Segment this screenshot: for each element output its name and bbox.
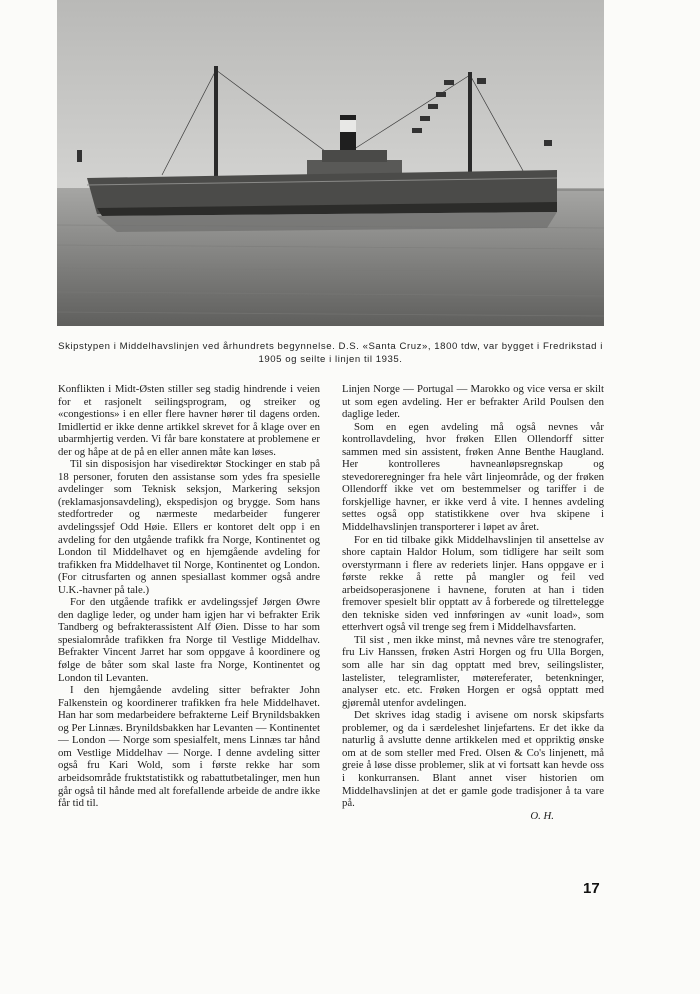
paragraph: Det skrives idag stadig i avisene om norsk skipsfarts problemer, og da i særdeleshet linjefartens. Er det ikke da naturlig å avslutte denne artikkelen med et oppriktig ønske om at de som steller med Fred. Olsen & Co's linjenett, må greie å løse disse problemer, slik at vi fortsatt kan hevde oss i konkurransen. Blant annet viser historien om Middelhavslinjen at det er gamle gode tradisjoner å ta vare på. bbox=[342, 709, 604, 810]
photo-caption: Skipstypen i Middelhavslinjen ved århundrets begynnelse. D.S. «Santa Cruz», 1800 tdw, var bygget i Fredrikstad i 1905 og seilte i linjen til 1935. bbox=[58, 341, 603, 365]
paragraph: Linjen Norge — Portugal — Marokko og vice versa er skilt ut som egen avdeling. Her er befrakter Arild Poulsen den daglige leder. bbox=[342, 383, 604, 421]
paragraph: Til sist , men ikke minst, må nevnes våre tre stenografer, fru Liv Hanssen, frøken Astri Horgen og fru Ulla Borgen, som alle har sin dag opptatt med brev, seilingslister, lastelister, telegramlister, møtereferater, betenkninger, analyser etc. etc. Frøken Horgen er også opptatt med gjøremål utenfor avdelingen. bbox=[342, 633, 604, 709]
paragraph: I den hjemgående avdeling sitter befrakter John Falkenstein og koordinerer trafikken fra hele Middelhavet. Han har som medarbeidere befrakterne Leif Brynildsbakken og Per Linnæs. Brynildsbakken har Levanten — Kontinentet — London — Norge som spesialfelt, mens Linnæs tar hånd om Vestlige Middelhav — Norge. I denne avdeling sitter også fru Kari Wold, som i første rekke har som arbeidsområde fruktstatistikk og rabattutbetalinger, men hun går også til hånde med alt forefallende arbeide de andre ikke får tid til. bbox=[58, 684, 320, 810]
page-number: 17 bbox=[583, 880, 600, 897]
paragraph: Som en egen avdeling må også nevnes vår kontrollavdeling, hvor frøken Ellen Ollendorff sitter sammen med sin assistent, frøken Anne Benthe Haugland. Her kontrolleres havneanløpsregnskap og stevedoreregninger fra hele vårt linjeområde, og der frøken Ollendorff ikke vet om bestemmelser og tariffer i de forskjellige havner, er ikke verd å vite. I hennes avdeling settes også opp statistikkene over hva skipene i Middelhavslinjen transporterer i løpet av året. bbox=[342, 420, 604, 534]
article-left-column bbox=[58, 383, 320, 810]
steamship-photo bbox=[57, 0, 604, 326]
paragraph: Konflikten i Midt-Østen stiller seg stadig hindrende i veien for et rasjonelt seilingsprogram, og streiker og «congestions» i en eller flere havner hører til dagens orden. Imidlertid er ikke denne artikkel skrevet for å klage over en ubarmhjertig verden. Vi får bare konstatere at problemene er der og håpe at de på en eller annen måte kan løses. bbox=[58, 383, 320, 458]
article-right-column bbox=[342, 383, 604, 822]
author-signature: O. H. bbox=[530, 809, 554, 822]
paragraph: For en tid tilbake gikk Middelhavslinjen til ansettelse av shore captain Haldor Holum, som tidligere har seilt som overstyrmann i flere av rederiets linjer. Hans oppgave er i første rekke å rette på mangler og feil ved arbeidsoperasjonene i havnene, foruten at han i tiden fremover spesielt blir opptatt av å forberede og tilrettelegge den tekniske siden ved innføringen av «unit load», som etterhvert også vil trenge seg frem i Middelhavsfarten. bbox=[342, 533, 604, 634]
paragraph: Til sin disposisjon har visedirektør Stockinger en stab på 18 personer, foruten den assistanse som ydes fra spesielle avdelinger som Teknisk seksjon, Markering seksjon (reklamasjonsavdeling), ekspedisjon og brygge. Som hans stedfortreder og nærmeste medarbeider fungerer avdelingssjef Odd Høie. Ellers er kontoret delt opp i en avdeling for den utgående trafikk fra Norge, Kontinentet og London til Middelhavet og en hjemgående avdeling for trafikken fra Middelhavet til Norge, Kontinentet og London. (For citrusfarten og annen spesiallast kommer også andre U.K.-havner på tale.) bbox=[58, 458, 320, 596]
paragraph: For den utgående trafikk er avdelingssjef Jørgen Øwre den daglige leder, og under ham igjen har vi befrakter Erik Tandberg og befrakterassistent Alf Øien. Disse to har som spesialområde trafikken fra Norge til Vestlige Middelhav. Befrakter Vincent Jarret har som oppgave å koordinere og følge de båter som skal laste fra Norge, Kontinentet og London til Levanten. bbox=[58, 596, 320, 684]
